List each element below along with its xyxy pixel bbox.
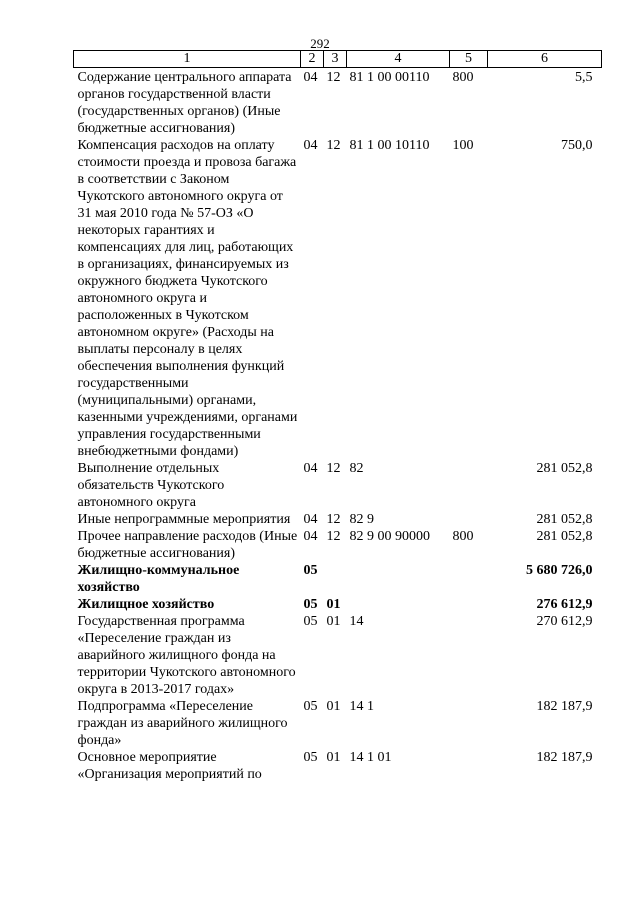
row-target-article-cell: 14 1 — [349, 699, 374, 714]
column-header-3: 3 — [324, 51, 347, 68]
table-row — [74, 596, 602, 613]
page-number: 292 — [310, 36, 330, 51]
row-section-cell: 05 — [303, 699, 318, 714]
budget-table — [73, 50, 602, 783]
row-target-article-cell: 14 1 01 — [349, 750, 392, 765]
column-header-1: 1 — [74, 51, 301, 68]
table-row — [74, 511, 602, 528]
row-amount-cell: 750,0 — [561, 138, 593, 153]
row-name-cell: Иные непрограммные мероприятия — [77, 512, 291, 527]
row-expense-type-cell — [450, 698, 488, 749]
row-name-cell: Основное мероприятие «Организация мероприятий по — [77, 750, 262, 782]
row-section-cell: 05 — [303, 563, 318, 578]
row-amount-cell: 5 680 726,0 — [526, 563, 593, 578]
row-amount-cell: 182 187,9 — [536, 750, 593, 765]
row-target-article-cell: 82 — [349, 461, 364, 476]
row-subsection-cell: 01 — [326, 699, 341, 714]
row-amount-cell: 5,5 — [575, 70, 593, 85]
row-name-cell: Компенсация расходов на оплату стоимости проезда и провоза багажа в соответствии с Законом Чукотского автономного округа от 31 мая 2010 года № 57-ОЗ «О некоторых гарантиях и компенсациях для лиц, работающих в организациях, финансируемых из окружного бюджета Чукотского автономного округа и расположенных в Чукотском автономном округе» (Расходы на выплаты персоналу в целях обеспечения выполнения функций государственными (муниципальными) органами, казенными учреждениями, органами управления государственными внебюджетными фондами) — [77, 138, 298, 459]
row-expense-type-cell — [450, 460, 488, 511]
row-name-cell: Жилищно-коммунальное хозяйство — [77, 563, 240, 595]
row-subsection-cell: 01 — [326, 597, 341, 612]
table-body — [74, 68, 602, 784]
row-expense-type-cell — [450, 613, 488, 698]
table-row — [74, 137, 602, 460]
table-row — [74, 613, 602, 698]
row-target-article-cell: 82 9 — [349, 512, 374, 527]
row-subsection-cell — [324, 562, 347, 596]
row-amount-cell: 270 612,9 — [536, 614, 593, 629]
row-amount-cell: 182 187,9 — [536, 699, 593, 714]
table-row — [74, 460, 602, 511]
row-name-cell: Жилищное хозяйство — [77, 597, 215, 612]
row-subsection-cell: 12 — [326, 461, 341, 476]
table-row — [74, 749, 602, 783]
table-row — [74, 698, 602, 749]
row-amount-cell: 281 052,8 — [536, 512, 593, 527]
row-name-cell: Подпрограмма «Переселение граждан из аварийного жилищного фонда» — [77, 699, 288, 748]
row-subsection-cell: 01 — [326, 614, 341, 629]
table-header-row — [74, 51, 602, 68]
row-name-cell: Содержание центрального аппарата органов государственной власти (государственных органов) (Иные бюджетные ассигнования) — [77, 70, 292, 136]
row-section-cell: 04 — [303, 529, 318, 544]
row-section-cell: 05 — [303, 750, 318, 765]
row-target-article-cell: 14 — [349, 614, 364, 629]
row-expense-type-cell: 800 — [452, 70, 474, 85]
row-section-cell: 04 — [303, 512, 318, 527]
row-target-article-cell — [347, 596, 450, 613]
row-expense-type-cell: 800 — [452, 529, 474, 544]
row-section-cell: 05 — [303, 614, 318, 629]
row-target-article-cell: 81 1 00 10110 — [349, 138, 430, 153]
row-amount-cell: 281 052,8 — [536, 461, 593, 476]
row-amount-cell: 281 052,8 — [536, 529, 593, 544]
row-expense-type-cell — [450, 511, 488, 528]
row-section-cell: 04 — [303, 138, 318, 153]
table-row — [74, 528, 602, 562]
row-subsection-cell: 01 — [326, 750, 341, 765]
row-expense-type-cell — [450, 562, 488, 596]
row-subsection-cell: 12 — [326, 70, 341, 85]
row-section-cell: 04 — [303, 461, 318, 476]
column-header-2: 2 — [301, 51, 324, 68]
table-row — [74, 562, 602, 596]
row-expense-type-cell — [450, 749, 488, 783]
row-name-cell: Выполнение отдельных обязательств Чукотского автономного округа — [77, 461, 225, 510]
row-section-cell: 04 — [303, 70, 318, 85]
row-section-cell: 05 — [303, 597, 318, 612]
column-header-4: 4 — [347, 51, 450, 68]
row-amount-cell: 276 612,9 — [536, 597, 593, 612]
row-expense-type-cell — [450, 596, 488, 613]
row-subsection-cell: 12 — [326, 512, 341, 527]
row-subsection-cell: 12 — [326, 529, 341, 544]
table-row — [74, 68, 602, 138]
row-target-article-cell — [347, 562, 450, 596]
row-name-cell: Государственная программа «Переселение граждан из аварийного жилищного фонда на территории Чукотского автономного округа в 2013-2017 годах» — [77, 614, 296, 697]
row-expense-type-cell: 100 — [452, 138, 474, 153]
row-name-cell: Прочее направление расходов (Иные бюджетные ассигнования) — [77, 529, 298, 561]
column-header-6: 6 — [488, 51, 602, 68]
column-header-5: 5 — [450, 51, 488, 68]
row-target-article-cell: 81 1 00 00110 — [349, 70, 430, 85]
row-target-article-cell: 82 9 00 90000 — [349, 529, 430, 544]
row-subsection-cell: 12 — [326, 138, 341, 153]
